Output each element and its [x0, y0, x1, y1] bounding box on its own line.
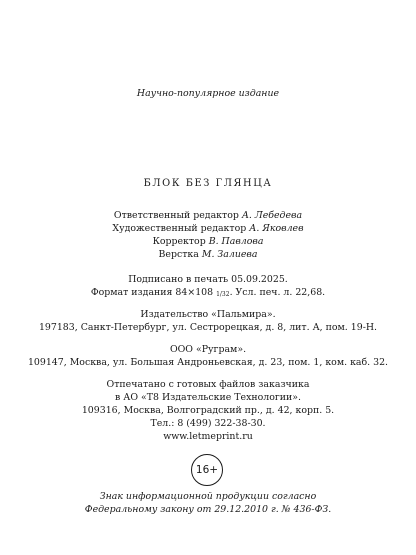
format-suffix: . Усл. печ. л. 22,68. — [229, 287, 326, 298]
edition-type: Научно-популярное издание — [136, 88, 280, 99]
publisher-name: Издательство «Пальмира». — [140, 309, 276, 320]
info-notice-line-1: Знак информационной продукции согласно — [99, 491, 317, 502]
format-prefix: Формат издания 84×108 — [90, 287, 217, 298]
credit-role: Ответственный редактор — [113, 210, 239, 221]
credit-role: Корректор — [152, 236, 206, 247]
info-notice-line-2: Федеральному закону от 29.12.2010 г. № 436-ФЗ. — [84, 504, 332, 515]
credit-person: В. Павлова — [208, 236, 264, 247]
printer-website: www.letmeprint.ru — [163, 431, 253, 442]
rugram-address: 109147, Москва, ул. Большая Андроньевская, д. 23, пом. 1, ком. каб. 32. — [27, 357, 389, 368]
printer-line-1: Отпечатано с готовых файлов заказчика — [106, 379, 310, 390]
credit-person: М. Залиева — [201, 249, 258, 260]
print-format — [0, 287, 416, 301]
printer-line-2: в АО «Т8 Издательские Технологии». — [115, 392, 301, 403]
credit-responsible-editor — [0, 210, 416, 222]
credit-art-editor — [0, 223, 416, 235]
format-fraction: 1/32 — [216, 291, 230, 298]
credit-layout — [0, 249, 416, 261]
printer-phone: Тел.: 8 (499) 322-38-30. — [150, 418, 266, 429]
rugram-name: ООО «Руграм». — [169, 344, 247, 355]
signed-to-print: Подписано в печать 05.09.2025. — [128, 274, 288, 285]
publisher-address: 197183, Санкт-Петербург, ул. Сестрорецкая, д. 8, лит. А, пом. 19-Н. — [38, 322, 378, 333]
age-rating-badge: 16+ — [191, 454, 223, 486]
credit-role: Художественный редактор — [112, 223, 247, 234]
book-title: БЛОК БЕЗ ГЛЯНЦА — [143, 178, 273, 189]
printer-address: 109316, Москва, Волгоградский пр., д. 42, корп. 5. — [81, 405, 335, 416]
credit-role: Верстка — [158, 249, 199, 260]
credit-person: А. Лебедева — [241, 210, 303, 221]
credit-proofreader — [0, 236, 416, 248]
credit-person: А. Яковлев — [249, 223, 304, 234]
